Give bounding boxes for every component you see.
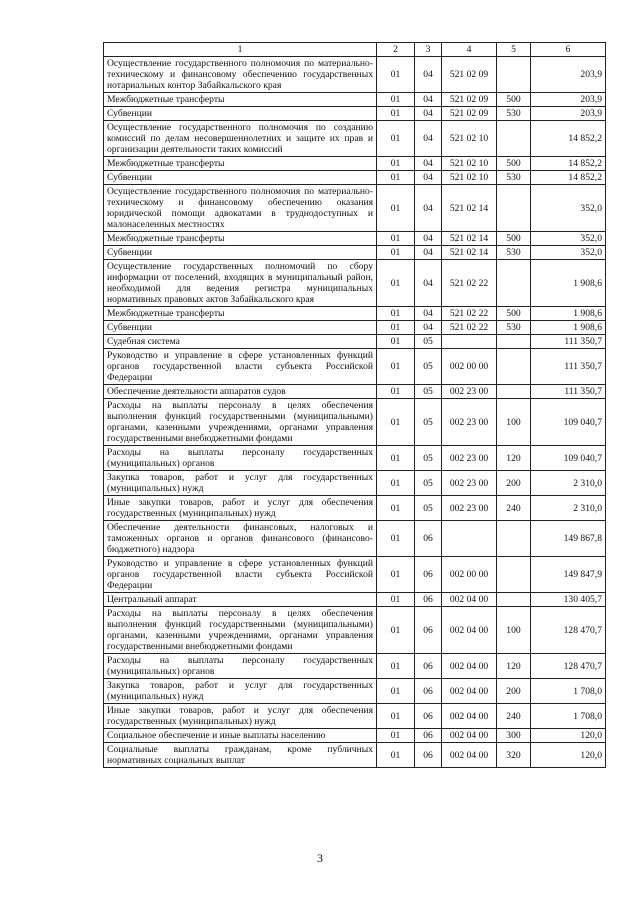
- table-row: [104, 654, 606, 679]
- subsection-code-cell: 04: [415, 107, 442, 121]
- amount-cell: 120,0: [531, 743, 606, 768]
- subsection-code-cell: 06: [415, 743, 442, 768]
- section-code-cell: 01: [377, 321, 415, 335]
- section-code-cell: 01: [377, 307, 415, 321]
- subsection-code-cell: 05: [415, 385, 442, 399]
- section-code-cell: 01: [377, 385, 415, 399]
- row-name-cell: Судебная система: [104, 335, 377, 349]
- column-header: 6: [531, 43, 606, 57]
- column-header: 2: [377, 43, 415, 57]
- amount-cell: 128 470,7: [531, 654, 606, 679]
- row-name-cell: Центральный аппарат: [104, 593, 377, 607]
- target-article-cell: 521 02 09: [442, 107, 497, 121]
- amount-cell: 203,9: [531, 93, 606, 107]
- table-row: [104, 743, 606, 768]
- amount-cell: 14 852,2: [531, 171, 606, 185]
- row-name-cell: Обеспечение деятельности финансовых, налоговых и таможенных органов и органов финансового (финансово-бюджетного) надзора: [104, 521, 377, 557]
- expense-type-cell: [497, 385, 531, 399]
- subsection-code-cell: 04: [415, 185, 442, 232]
- table-row: [104, 679, 606, 704]
- expense-type-cell: [497, 121, 531, 157]
- column-header: 3: [415, 43, 442, 57]
- row-name-cell: Расходы на выплаты персоналу в целях обеспечения выполнения функций государственными (муниципальными) органами, казенными учреждениями, органами управления государственными внебюджетными фондами: [104, 399, 377, 446]
- section-code-cell: 01: [377, 260, 415, 307]
- table-row: [104, 446, 606, 471]
- amount-cell: 203,9: [531, 107, 606, 121]
- subsection-code-cell: 05: [415, 496, 442, 521]
- section-code-cell: 01: [377, 496, 415, 521]
- table-row: [104, 704, 606, 729]
- amount-cell: 14 852,2: [531, 121, 606, 157]
- target-article-cell: 521 02 14: [442, 232, 497, 246]
- section-code-cell: 01: [377, 729, 415, 743]
- table-row: [104, 260, 606, 307]
- expense-type-cell: [497, 521, 531, 557]
- expense-type-cell: 240: [497, 704, 531, 729]
- section-code-cell: 01: [377, 521, 415, 557]
- target-article-cell: 002 23 00: [442, 446, 497, 471]
- expense-type-cell: 300: [497, 729, 531, 743]
- target-article-cell: 521 02 10: [442, 121, 497, 157]
- expense-type-cell: [497, 185, 531, 232]
- target-article-cell: 002 23 00: [442, 471, 497, 496]
- subsection-code-cell: 05: [415, 446, 442, 471]
- expense-type-cell: 200: [497, 471, 531, 496]
- amount-cell: 2 310,0: [531, 496, 606, 521]
- expense-type-cell: 500: [497, 307, 531, 321]
- row-name-cell: Социальное обеспечение и иные выплаты населению: [104, 729, 377, 743]
- row-name-cell: Межбюджетные трансферты: [104, 307, 377, 321]
- subsection-code-cell: 05: [415, 349, 442, 385]
- section-code-cell: 01: [377, 607, 415, 654]
- subsection-code-cell: 06: [415, 729, 442, 743]
- section-code-cell: 01: [377, 446, 415, 471]
- section-code-cell: 01: [377, 349, 415, 385]
- expense-type-cell: [497, 335, 531, 349]
- target-article-cell: [442, 335, 497, 349]
- subsection-code-cell: 04: [415, 93, 442, 107]
- section-code-cell: 01: [377, 93, 415, 107]
- section-code-cell: 01: [377, 157, 415, 171]
- section-code-cell: 01: [377, 471, 415, 496]
- amount-cell: 14 852,2: [531, 157, 606, 171]
- target-article-cell: 521 02 10: [442, 157, 497, 171]
- row-name-cell: Руководство и управление в сфере установленных функций органов государственной власти субъекта Российской Федерации: [104, 557, 377, 593]
- row-name-cell: Осуществление государственных полномочий по сбору информации от поселений, входящих в муниципальный район, необходимой для ведения регистра муниципальных нормативных правовых актов Забайкальского края: [104, 260, 377, 307]
- target-article-cell: 521 02 22: [442, 321, 497, 335]
- subsection-code-cell: 06: [415, 654, 442, 679]
- section-code-cell: 01: [377, 593, 415, 607]
- table-row: [104, 593, 606, 607]
- amount-cell: 1 908,6: [531, 307, 606, 321]
- table-row: [104, 93, 606, 107]
- subsection-code-cell: 06: [415, 557, 442, 593]
- subsection-code-cell: 04: [415, 307, 442, 321]
- section-code-cell: 01: [377, 246, 415, 260]
- target-article-cell: 002 04 00: [442, 679, 497, 704]
- target-article-cell: 002 23 00: [442, 399, 497, 446]
- target-article-cell: 521 02 14: [442, 246, 497, 260]
- section-code-cell: 01: [377, 335, 415, 349]
- expense-type-cell: 530: [497, 171, 531, 185]
- target-article-cell: 002 04 00: [442, 704, 497, 729]
- amount-cell: 149 867,8: [531, 521, 606, 557]
- table-row: [104, 185, 606, 232]
- target-article-cell: 002 23 00: [442, 385, 497, 399]
- target-article-cell: 521 02 10: [442, 171, 497, 185]
- section-code-cell: 01: [377, 171, 415, 185]
- row-name-cell: Осуществление государственного полномочия по материально-техническому и финансовому обеспечению государственных нотариальных контор Забайкальского края: [104, 57, 377, 93]
- expense-type-cell: 500: [497, 157, 531, 171]
- row-name-cell: Осуществление государственного полномочия по созданию комиссий по делам несовершеннолетних и защите их прав и организации деятельности таких комиссий: [104, 121, 377, 157]
- expense-type-cell: 320: [497, 743, 531, 768]
- subsection-code-cell: 04: [415, 246, 442, 260]
- expense-type-cell: 100: [497, 399, 531, 446]
- section-code-cell: 01: [377, 57, 415, 93]
- amount-cell: 120,0: [531, 729, 606, 743]
- table-row: [104, 57, 606, 93]
- row-name-cell: Межбюджетные трансферты: [104, 232, 377, 246]
- target-article-cell: [442, 521, 497, 557]
- expense-type-cell: 530: [497, 246, 531, 260]
- table-row: [104, 321, 606, 335]
- subsection-code-cell: 05: [415, 399, 442, 446]
- subsection-code-cell: 04: [415, 157, 442, 171]
- amount-cell: 1 708,0: [531, 704, 606, 729]
- subsection-code-cell: 04: [415, 232, 442, 246]
- expense-type-cell: 120: [497, 654, 531, 679]
- column-header: 5: [497, 43, 531, 57]
- row-name-cell: Межбюджетные трансферты: [104, 93, 377, 107]
- table-row: [104, 496, 606, 521]
- subsection-code-cell: 06: [415, 679, 442, 704]
- table-row: [104, 171, 606, 185]
- subsection-code-cell: 06: [415, 593, 442, 607]
- expense-type-cell: [497, 349, 531, 385]
- target-article-cell: 521 02 22: [442, 307, 497, 321]
- subsection-code-cell: 04: [415, 171, 442, 185]
- amount-cell: 109 040,7: [531, 399, 606, 446]
- section-code-cell: 01: [377, 679, 415, 704]
- subsection-code-cell: 04: [415, 121, 442, 157]
- section-code-cell: 01: [377, 121, 415, 157]
- table-row: [104, 121, 606, 157]
- row-name-cell: Межбюджетные трансферты: [104, 157, 377, 171]
- amount-cell: 352,0: [531, 232, 606, 246]
- target-article-cell: 002 04 00: [442, 607, 497, 654]
- row-name-cell: Социальные выплаты гражданам, кроме публичных нормативных социальных выплат: [104, 743, 377, 768]
- row-name-cell: Расходы на выплаты персоналу государственных (муниципальных) органов: [104, 446, 377, 471]
- expense-type-cell: [497, 593, 531, 607]
- section-code-cell: 01: [377, 107, 415, 121]
- table-row: [104, 521, 606, 557]
- expense-type-cell: 530: [497, 107, 531, 121]
- target-article-cell: 002 04 00: [442, 729, 497, 743]
- table-row: [104, 607, 606, 654]
- section-code-cell: 01: [377, 399, 415, 446]
- column-header: 1: [104, 43, 377, 57]
- row-name-cell: Иные закупки товаров, работ и услуг для обеспечения государственных (муниципальных) нужд: [104, 704, 377, 729]
- row-name-cell: Субвенции: [104, 246, 377, 260]
- expense-type-cell: 200: [497, 679, 531, 704]
- expense-type-cell: 500: [497, 232, 531, 246]
- row-name-cell: Субвенции: [104, 321, 377, 335]
- amount-cell: 128 470,7: [531, 607, 606, 654]
- table-row: [104, 107, 606, 121]
- target-article-cell: 002 00 00: [442, 349, 497, 385]
- expense-type-cell: [497, 557, 531, 593]
- row-name-cell: Осуществление государственного полномочия по материально-техническому и финансовому обеспечению оказания юридической помощи адвокатами в труднодоступных и малонаселенных местностях: [104, 185, 377, 232]
- table-row: [104, 471, 606, 496]
- amount-cell: 109 040,7: [531, 446, 606, 471]
- target-article-cell: 521 02 14: [442, 185, 497, 232]
- expense-type-cell: 500: [497, 93, 531, 107]
- expense-type-cell: 530: [497, 321, 531, 335]
- table-header-row: [104, 43, 606, 57]
- column-header: 4: [442, 43, 497, 57]
- page-number: 3: [317, 851, 323, 865]
- row-name-cell: Субвенции: [104, 171, 377, 185]
- section-code-cell: 01: [377, 654, 415, 679]
- amount-cell: 203,9: [531, 57, 606, 93]
- subsection-code-cell: 06: [415, 704, 442, 729]
- row-name-cell: Расходы на выплаты персоналу в целях обеспечения выполнения функций государственными (муниципальными) органами, казенными учреждениями, органами управления государственными внебюджетными фондами: [104, 607, 377, 654]
- amount-cell: 111 350,7: [531, 349, 606, 385]
- amount-cell: 111 350,7: [531, 335, 606, 349]
- subsection-code-cell: 05: [415, 471, 442, 496]
- amount-cell: 130 405,7: [531, 593, 606, 607]
- row-name-cell: Закупка товаров, работ и услуг для государственных (муниципальных) нужд: [104, 679, 377, 704]
- target-article-cell: 002 23 00: [442, 496, 497, 521]
- target-article-cell: 002 04 00: [442, 654, 497, 679]
- table-row: [104, 385, 606, 399]
- expense-type-cell: [497, 260, 531, 307]
- row-name-cell: Закупка товаров, работ и услуг для государственных (муниципальных) нужд: [104, 471, 377, 496]
- amount-cell: 352,0: [531, 246, 606, 260]
- section-code-cell: 01: [377, 232, 415, 246]
- table-body: [104, 57, 606, 768]
- target-article-cell: 002 04 00: [442, 743, 497, 768]
- expense-type-cell: 240: [497, 496, 531, 521]
- section-code-cell: 01: [377, 185, 415, 232]
- subsection-code-cell: 06: [415, 521, 442, 557]
- target-article-cell: 002 00 00: [442, 557, 497, 593]
- amount-cell: 352,0: [531, 185, 606, 232]
- row-name-cell: Иные закупки товаров, работ и услуг для обеспечения государственных (муниципальных) нужд: [104, 496, 377, 521]
- table-row: [104, 557, 606, 593]
- amount-cell: 2 310,0: [531, 471, 606, 496]
- subsection-code-cell: 04: [415, 321, 442, 335]
- budget-table: [103, 42, 606, 768]
- subsection-code-cell: 04: [415, 260, 442, 307]
- row-name-cell: Расходы на выплаты персоналу государственных (муниципальных) органов: [104, 654, 377, 679]
- amount-cell: 111 350,7: [531, 385, 606, 399]
- subsection-code-cell: 04: [415, 57, 442, 93]
- row-name-cell: Обеспечение деятельности аппаратов судов: [104, 385, 377, 399]
- expense-type-cell: 120: [497, 446, 531, 471]
- section-code-cell: 01: [377, 743, 415, 768]
- amount-cell: 1 908,6: [531, 260, 606, 307]
- amount-cell: 149 847,9: [531, 557, 606, 593]
- target-article-cell: 521 02 09: [442, 93, 497, 107]
- target-article-cell: 002 04 00: [442, 593, 497, 607]
- table-row: [104, 307, 606, 321]
- table-row: [104, 157, 606, 171]
- table-row: [104, 335, 606, 349]
- target-article-cell: 521 02 22: [442, 260, 497, 307]
- amount-cell: 1 908,6: [531, 321, 606, 335]
- table-row: [104, 349, 606, 385]
- subsection-code-cell: 05: [415, 335, 442, 349]
- section-code-cell: 01: [377, 557, 415, 593]
- table-row: [104, 246, 606, 260]
- row-name-cell: Руководство и управление в сфере установленных функций органов государственной власти субъекта Российской Федерации: [104, 349, 377, 385]
- table-row: [104, 729, 606, 743]
- target-article-cell: 521 02 09: [442, 57, 497, 93]
- table-row: [104, 399, 606, 446]
- expense-type-cell: 100: [497, 607, 531, 654]
- subsection-code-cell: 06: [415, 607, 442, 654]
- table-row: [104, 232, 606, 246]
- amount-cell: 1 708,0: [531, 679, 606, 704]
- row-name-cell: Субвенции: [104, 107, 377, 121]
- section-code-cell: 01: [377, 704, 415, 729]
- expense-type-cell: [497, 57, 531, 93]
